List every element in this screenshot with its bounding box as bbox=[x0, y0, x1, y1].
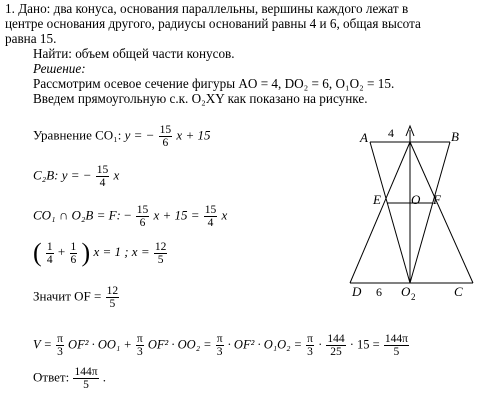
v-lhs: V = bbox=[33, 337, 52, 352]
of-num: 12 bbox=[106, 285, 119, 297]
co1-label: Уравнение CO₁: bbox=[33, 127, 122, 143]
inter-num-1: 15 bbox=[136, 204, 149, 216]
problem-line-1: 1. Дано: два конуса, основания параллельны, вершины каждого лежат в bbox=[5, 1, 409, 16]
co1-lhs: y = − bbox=[124, 127, 155, 143]
label-D: D bbox=[352, 284, 362, 299]
sum-den-1: 4 bbox=[46, 253, 53, 266]
equation-c2b bbox=[33, 164, 119, 189]
equation-co1 bbox=[33, 124, 210, 149]
c2b-lhs: y = − bbox=[61, 167, 92, 183]
v-term-5: · 15 = bbox=[349, 337, 380, 352]
problem-line-3: равна 15. bbox=[5, 31, 57, 46]
co1-den: 6 bbox=[162, 137, 169, 149]
v-pi-frac-1 bbox=[56, 333, 64, 358]
sum-x-fraction bbox=[154, 241, 168, 266]
v-term-1: OF² · OO₁ + bbox=[68, 337, 132, 352]
segment-BO2 bbox=[410, 142, 450, 283]
sum-rest: x = 1 ; x = bbox=[93, 243, 150, 259]
label-O2: O bbox=[401, 284, 411, 299]
v-result-num: 144π bbox=[384, 333, 408, 345]
v-pi-4: π bbox=[307, 333, 313, 345]
v-pi-frac-3 bbox=[216, 333, 224, 358]
open-paren: ( bbox=[33, 238, 42, 267]
v-144: 144 bbox=[327, 333, 345, 345]
label-O2-sub: 2 bbox=[411, 292, 416, 302]
v-pi-frac-2 bbox=[136, 333, 144, 358]
v-term-4: · bbox=[318, 337, 323, 352]
sum-num-1: 1 bbox=[46, 240, 53, 253]
v-144-frac bbox=[326, 333, 345, 358]
c2b-den: 4 bbox=[99, 177, 106, 189]
of-fraction bbox=[106, 285, 120, 310]
inter-fraction-1 bbox=[136, 204, 150, 229]
solution-line-2: Введем прямоугольную с.к. O₂XY как показано на рисунке. bbox=[33, 91, 368, 106]
answer-label: Ответ: bbox=[33, 369, 70, 385]
v-pi-2: π bbox=[136, 333, 143, 345]
v-25: 25 bbox=[330, 346, 342, 358]
inter-label: CO₁ ∩ O₂B = F: bbox=[33, 207, 121, 223]
answer-den: 5 bbox=[83, 379, 89, 391]
answer-end: . bbox=[102, 369, 107, 385]
inter-end: x bbox=[221, 207, 228, 223]
co1-num: 15 bbox=[159, 124, 172, 136]
find-line: Найти: объем общей части конусов. bbox=[33, 46, 235, 61]
segment-AO2 bbox=[370, 142, 410, 283]
c2b-fraction bbox=[96, 164, 110, 189]
segment-O1D bbox=[350, 142, 410, 283]
close-paren: ) bbox=[81, 238, 91, 267]
equation-volume bbox=[33, 333, 410, 358]
c2b-label: C₂B: bbox=[33, 167, 59, 183]
v-three-2: 3 bbox=[136, 346, 143, 358]
inter-fraction-2 bbox=[204, 204, 218, 229]
equation-sum bbox=[33, 240, 168, 266]
solution-label: Решение: bbox=[33, 61, 86, 76]
answer-fraction bbox=[73, 366, 98, 391]
solution-line-1: Рассмотрим осевое сечение фигуры AO = 4, DO₂ = 6, O₁O₂ = 15. bbox=[33, 76, 395, 91]
v-pi-1: π bbox=[57, 333, 63, 345]
segment-O1C bbox=[410, 142, 473, 283]
equation-intersection bbox=[33, 204, 227, 229]
sum-fraction-1 bbox=[46, 241, 54, 266]
v-term-3: · OF² · O₁O₂ = bbox=[227, 337, 303, 352]
v-pi-frac-4 bbox=[306, 333, 314, 358]
label-A: A bbox=[360, 130, 368, 145]
label-E: E bbox=[373, 192, 381, 207]
problem-line-2: центре основания другого, радиусы оснований равны 4 и 6, общая высота bbox=[5, 16, 421, 31]
inter-den-2: 4 bbox=[207, 217, 214, 229]
co1-fraction bbox=[159, 124, 173, 149]
of-label: Значит OF = bbox=[33, 288, 102, 304]
sum-fraction-2 bbox=[70, 241, 78, 266]
label-F: F bbox=[433, 192, 441, 207]
of-den: 5 bbox=[109, 298, 116, 310]
label-C: C bbox=[454, 284, 463, 299]
v-result-frac bbox=[384, 333, 409, 358]
sum-num-2: 1 bbox=[70, 240, 77, 253]
cones-cross-section-figure bbox=[340, 120, 490, 305]
v-three-1: 3 bbox=[57, 346, 63, 358]
equation-of bbox=[33, 285, 120, 310]
v-three-4: 3 bbox=[307, 346, 313, 358]
inter-mid: x + 15 = bbox=[153, 207, 200, 223]
v-result-den: 5 bbox=[393, 346, 400, 358]
v-pi-3: π bbox=[216, 333, 223, 345]
label-B: B bbox=[451, 129, 459, 144]
v-term-2: OF² · OO₂ = bbox=[147, 337, 212, 352]
label-top-length: 4 bbox=[388, 126, 394, 140]
answer-num: 144π bbox=[74, 366, 98, 378]
inter-lhs: − bbox=[124, 207, 132, 223]
inter-num-2: 15 bbox=[204, 204, 217, 216]
sum-den-2: 6 bbox=[70, 253, 77, 266]
sum-x-den: 5 bbox=[157, 253, 164, 266]
c2b-num: 15 bbox=[96, 164, 109, 176]
sum-plus: + bbox=[57, 243, 66, 259]
co1-rhs: x + 15 bbox=[176, 127, 211, 143]
label-O: O bbox=[411, 192, 421, 207]
answer bbox=[33, 366, 106, 391]
v-three-3: 3 bbox=[216, 346, 223, 358]
sum-x-num: 12 bbox=[154, 240, 167, 253]
inter-den-1: 6 bbox=[139, 217, 146, 229]
c2b-rhs: x bbox=[113, 167, 120, 183]
label-bottom-length: 6 bbox=[376, 285, 382, 299]
